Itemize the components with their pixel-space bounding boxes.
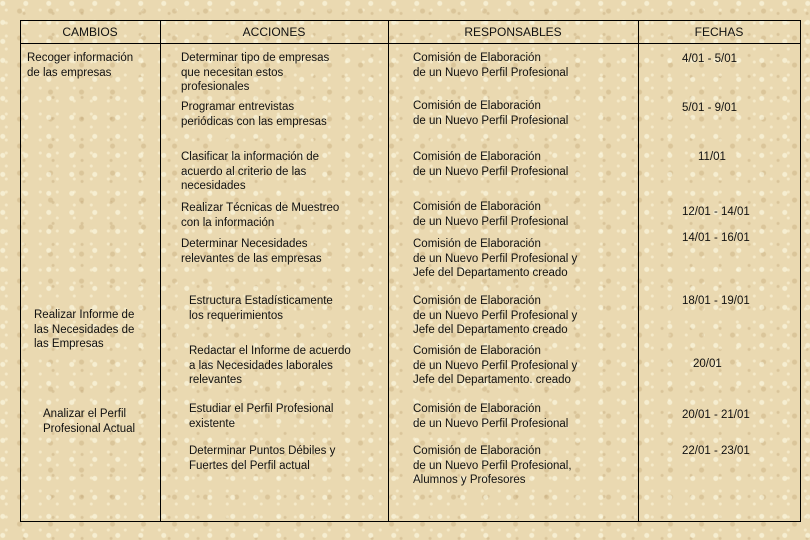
fecha-6: 18/01 - 19/01 bbox=[682, 295, 750, 307]
accion-3: Clasificar la información de acuerdo al criterio de las necesidades bbox=[181, 151, 320, 192]
header-bottom-border bbox=[20, 43, 801, 44]
cambio-realizar-informe: Realizar Informe de las Necesidades de las Empresas bbox=[34, 309, 135, 350]
responsable-2: Comisión de Elaboración de un Nuevo Perfil Profesional bbox=[413, 100, 569, 127]
fecha-9: 22/01 - 23/01 bbox=[682, 445, 750, 457]
header-responsables: RESPONSABLES bbox=[464, 25, 562, 39]
responsable-1: Comisión de Elaboración de un Nuevo Perfil Profesional bbox=[413, 52, 569, 79]
accion-9: Determinar Puntos Débiles y Fuertes del Perfil actual bbox=[189, 445, 336, 472]
header-fechas: FECHAS bbox=[694, 25, 744, 39]
fecha-2: 5/01 - 9/01 bbox=[682, 102, 737, 114]
cambio-analizar-perfil: Analizar el Perfil Profesional Actual bbox=[43, 408, 136, 435]
fecha-5: 14/01 - 16/01 bbox=[682, 232, 750, 244]
responsable-8: Comisión de Elaboración de un Nuevo Perfil Profesional bbox=[413, 403, 569, 430]
header-acciones: ACCIONES bbox=[242, 25, 306, 39]
table-top-border bbox=[20, 20, 801, 21]
fecha-8: 20/01 - 21/01 bbox=[682, 409, 750, 421]
column-divider-2 bbox=[388, 20, 389, 522]
accion-7: Redactar el Informe de acuerdo a las Necesidades laborales relevantes bbox=[189, 345, 351, 386]
table-bottom-border bbox=[20, 521, 801, 522]
fecha-4: 12/01 - 14/01 bbox=[682, 206, 750, 218]
responsable-3: Comisión de Elaboración de un Nuevo Perfil Profesional bbox=[413, 151, 569, 178]
accion-6: Estructura Estadísticamente los requerimientos bbox=[189, 295, 333, 322]
fecha-7: 20/01 bbox=[693, 358, 722, 370]
column-divider-1 bbox=[160, 20, 161, 522]
responsable-4: Comisión de Elaboración de un Nuevo Perfil Profesional bbox=[413, 201, 569, 228]
responsable-7: Comisión de Elaboración de un Nuevo Perfil Profesional y Jefe del Departamento. creado bbox=[413, 345, 578, 386]
table-left-border bbox=[20, 20, 21, 522]
accion-1: Determinar tipo de empresas que necesitan estos profesionales bbox=[181, 52, 330, 93]
fecha-3: 11/01 bbox=[698, 151, 726, 163]
table-right-border bbox=[800, 20, 801, 522]
responsable-5: Comisión de Elaboración de un Nuevo Perfil Profesional y Jefe del Departamento creado bbox=[413, 238, 578, 279]
fecha-1: 4/01 - 5/01 bbox=[682, 53, 737, 65]
cambio-recoger-informacion: Recoger información de las empresas bbox=[27, 52, 134, 79]
responsable-9: Comisión de Elaboración de un Nuevo Perfil Profesional, Alumnos y Profesores bbox=[413, 445, 572, 486]
accion-5: Determinar Necesidades relevantes de las empresas bbox=[181, 238, 322, 265]
responsable-6: Comisión de Elaboración de un Nuevo Perfil Profesional y Jefe del Departamento creado bbox=[413, 295, 578, 336]
accion-8: Estudiar el Perfil Profesional existente bbox=[189, 403, 334, 430]
column-divider-3 bbox=[638, 20, 639, 522]
accion-4: Realizar Técnicas de Muestreo con la información bbox=[181, 202, 340, 229]
accion-2: Programar entrevistas periódicas con las empresas bbox=[181, 101, 327, 128]
header-cambios: CAMBIOS bbox=[62, 25, 118, 39]
